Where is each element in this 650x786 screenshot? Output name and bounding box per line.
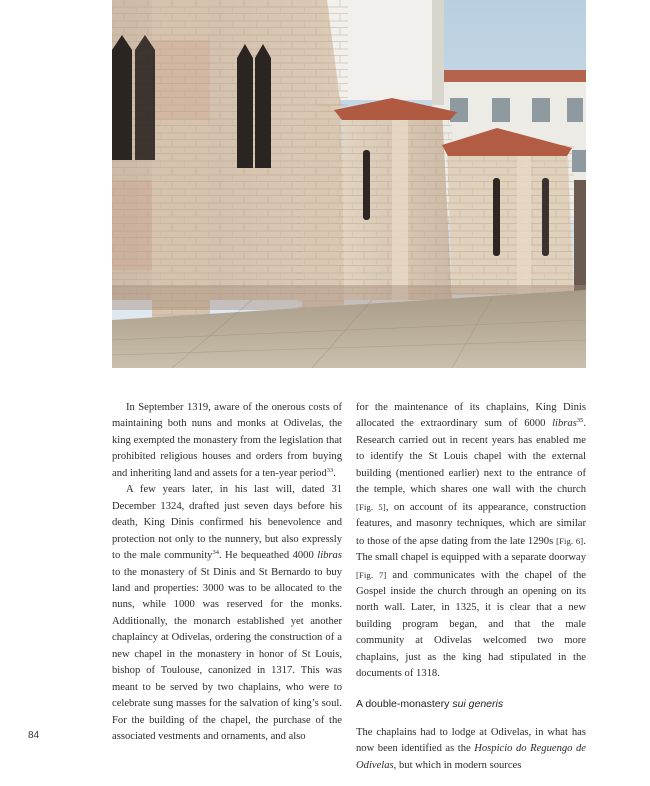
paragraph: A few years later, in his last will, dated 31 December 1324, drafted just seven days before his death, King Dinis confirmed his benevolence and protection not only to the nunnery, but also expressly to the male community$^{34}$. He bequeathed 4000 libras to the monastery of St Dinis and St Bernardo to buy land and properties: 3000 was to be allocated to the nuns, while 1000 was reserved for the monks. Additionally, the monarch established yet another chaplaincy at Odivelas, ordering the construction of a new chapel in the monastery in honor of St Louis, bishop of Toulouse, canonized in 1317. This was meant to be served by two chaplains, who were to celebrate sung masses for the salvation of king’s soul. For the building of the chapel, the purchase of the associated vestments and ornaments, and also [112, 484, 342, 743]
paragraph: The chaplains had to lodge at Odivelas, in what has now been identified as the Hospicio do Reguengo de Odivelas, but which in modern sources [356, 726, 586, 771]
right-text-column [356, 400, 586, 774]
left-text-column [112, 400, 342, 746]
figure-ref: [Fig. 7] [356, 569, 387, 580]
page-number: 84 [28, 730, 40, 741]
apse-photo-illustration [112, 0, 586, 368]
church-photograph [112, 0, 586, 368]
section-heading: A double-monastery sui generis [356, 697, 504, 710]
footnote-ref: 34 [212, 549, 219, 557]
paragraph: for the maintenance of its chaplains, King Dinis allocated the extraordinary sum of 6000 libras$^{35}$. Research carried out in recent years has enabled me to identify the St Louis chapel with the external building (mentioned earlier) next to the entrance of the temple, which shares one wall with the church [Fig. 5], on account of its appearance, construction features, and masonry techniques, which are similar to those of the apse dating from the late 1290s [Fig. 6]. The small chapel is equipped with a separate doorway [Fig. 7] and communicates with the chapel of the Gospel inside the church through an opening on its north wall. Later, in 1325, it is clear that a new building program began, and that the male community at Odivelas welcomed two more chaplains, just as the king had stipulated in the documents of 1318. [356, 402, 586, 680]
figure-ref: [Fig. 5] [356, 501, 386, 512]
footnote-ref: 35 [576, 417, 584, 425]
footnote-ref: 33 [326, 466, 334, 474]
paragraph: In September 1319, aware of the onerous costs of maintaining both nuns and monks at Odivelas, the king exempted the monastery from the legislation that prohibited religious houses and orders from buying and inheriting land and assets for a ten-year period$^{33}$. [112, 402, 342, 479]
figure-ref: [Fig. 6] [556, 535, 584, 546]
